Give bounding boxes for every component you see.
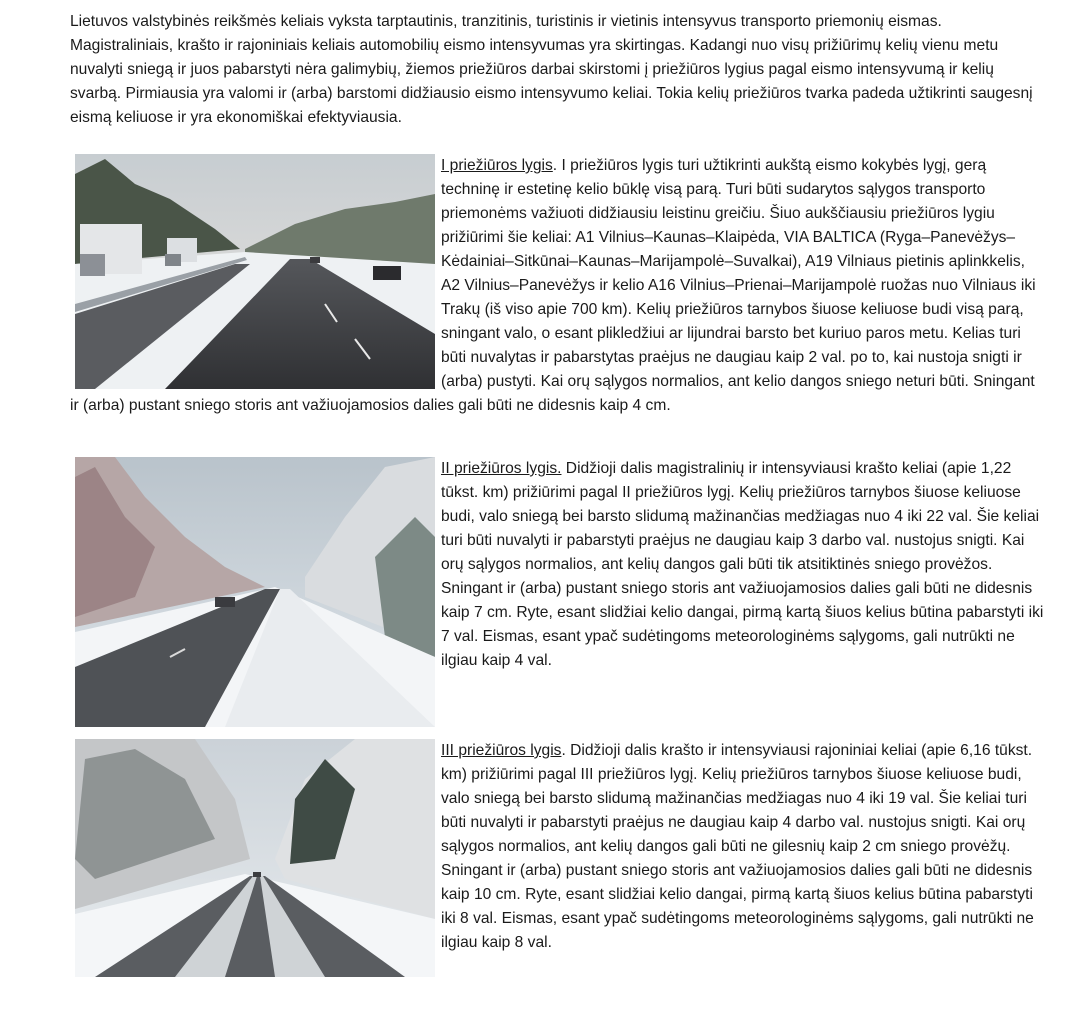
section-1-title: I priežiūros lygis xyxy=(441,157,553,174)
section-level-3 xyxy=(70,739,1045,977)
photo-highway-trucks xyxy=(75,154,435,389)
intro-paragraph: Lietuvos valstybinės reikšmės keliais vyksta tarptautinis, tranzitinis, turistinis ir vietinis intensyvus transporto priemonių eismas. Magistraliniais, krašto ir rajoniniais keliais automobilių eismo intensyvumas yra skirtingas. Kadangi nuo visų prižiūrimų kelių vienu metu nuvalyti sniegą ir juos pabarstyti nėra galimybių, žiemos priežiūros darbai skirstomi į priežiūros lygius pagal eismo intensyvumą ir kelių svarbą. Pirmiausia yra valomi ir (arba) barstomi didžiausio eismo intensyvumo keliai. Tokia kelių priežiūros tvarka padeda užtikrinti saugesnį eismą keliuose ir yra ekonomiškai efektyviausia. xyxy=(70,13,1033,126)
section-1-body: I priežiūros lygis turi užtikrinti aukštą eismo kokybės lygį, gerą techninę ir estetinę kelio būklę visą parą. Turi būti sudarytos sąlygos transporto priemonėms važiuoti didžiausiu leistinu greičiu. Šiuo aukščiausiu priežiūros lygiu prižiūrimi šie keliai: A1 Vilnius–Kaunas–Klaipėda, VIA BALTICA (Ryga–Panevėžys–Kėdainiai–Sitkūnai–Kaunas–Marijampolė–Suvalkai), A19 Vilniaus pietinis aplinkkelis, A2 Vilnius–Panevėžys ir kelio A16 Vilnius–Prienai–Marijampolė ruožas nuo Vilniaus iki Trakų (iš viso apie 700 km). Kelių priežiūros tarnybos šiuose keliuose budi visą parą, sningant valo, o esant plikledžiui ar lijundrai barsto bet kuriuo paros metu. Kelias turi būti nuvalytas ir pabarstytas praėjus ne daugiau kaip 2 val. po to, kai nustoja snigti ir (arba) pustyti. Kai orų sąlygos normalios, ant kelio dangos sniego neturi būti. Sningant ir (arba) pustant sniego storis ant važiuojamosios dalies gali būti ne didesnis kaip 4 cm. xyxy=(70,157,1036,414)
section-2-body: Didžioji dalis magistralinių ir intensyviausi krašto keliai (apie 1,22 tūkst. km) prižiūrimi pagal II priežiūros lygį. Kelių priežiūros tarnybos šiuose keliuose budi, valo sniegą bei barsto slidumą mažinančias medžiagas nuo 4 iki 22 val. Šie keliai turi būti nuvalyti ir pabarstyti praėjus ne daugiau kaip 3 darbo val. nustojus snigti. Kai orų sąlygos normalios, ant kelių dangos gali būti tik atsitiktinės sniego provėžos. Sningant ir (arba) pustant sniego storis ant važiuojamosios dalies gali būti ne didesnis kaip 7 cm. Ryte, esant slidžiai kelio dangai, pirmą kartą šiuos kelius būtina pabarstyti iki 7 val. Eismas, esant ypač sudėtingoms meteorologinėms sąlygoms, gali nutrūkti ne ilgiau kaip 4 val. xyxy=(441,460,1044,669)
section-level-2 xyxy=(70,457,1045,727)
section-1-title-suffix: . xyxy=(552,157,558,174)
section-3-title: III priežiūros lygis xyxy=(441,742,562,759)
photo-country-road-winter xyxy=(75,739,435,977)
section-2-title: II priežiūros lygis. xyxy=(441,460,562,477)
section-3-title-suffix: . xyxy=(561,742,566,759)
section-3-body: Didžioji dalis krašto ir intensyviausi rajoniniai keliai (apie 6,16 tūkst. km) prižiūrimi pagal III priežiūros lygį. Kelių priežiūros tarnybos šiuose keliuose budi, valo sniegą bei barsto slidumą mažinančias medžiagas nuo 4 iki 19 val. Šie keliai turi būti nuvalyti ir pabarstyti praėjus ne daugiau kaip 4 darbo val. nustojus snigti. Kai orų sąlygos normalios, ant kelių dangos gali būti ne gilesnių kaip 2 cm sniego provėžų. Sningant ir (arba) pustant sniego storis ant važiuojamosios dalies gali būti ne didesnis kaip 10 cm. Ryte, esant slidžiai kelio dangai, pirmą kartą šiuos kelius būtina pabarstyti iki 8 val. Eismas, esant ypač sudėtingoms meteorologinėms sąlygoms, gali nutrūkti ne ilgiau kaip 8 val. xyxy=(441,742,1034,951)
section-level-1 xyxy=(70,154,1045,418)
photo-snowy-road-trees xyxy=(75,457,435,727)
